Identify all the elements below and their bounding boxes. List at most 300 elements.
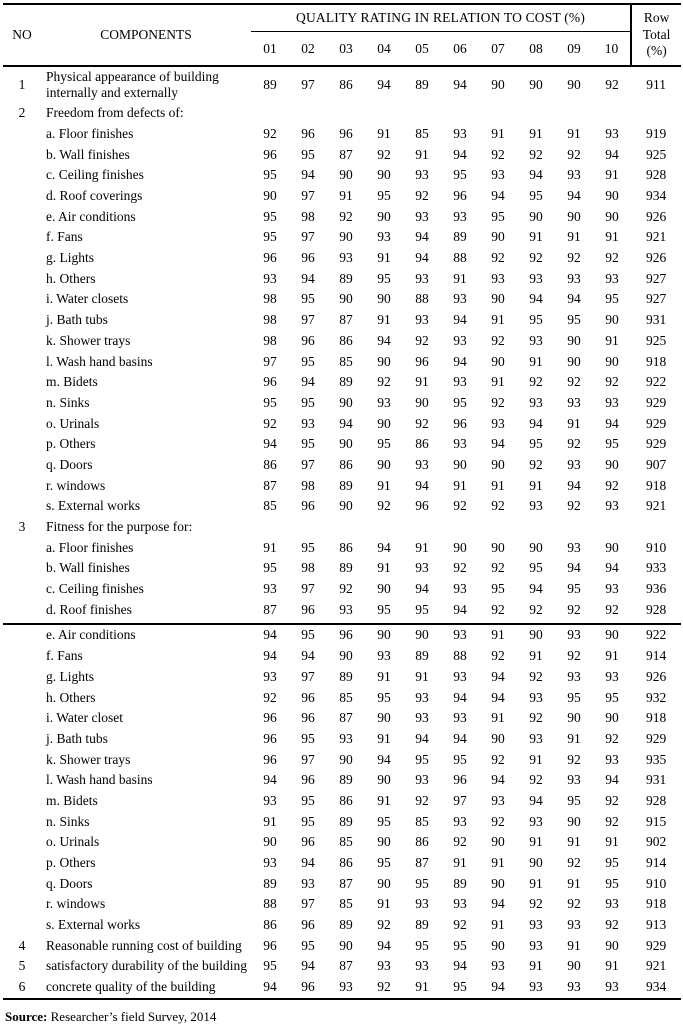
rating-value: 98 bbox=[263, 312, 277, 328]
rating-value: 89 bbox=[339, 374, 353, 390]
rating-value: 93 bbox=[301, 415, 315, 431]
rating-value: 90 bbox=[491, 229, 505, 245]
rating-value: 92 bbox=[567, 498, 581, 514]
rating-value: 91 bbox=[377, 125, 391, 141]
row-total-value: 931 bbox=[645, 772, 667, 788]
rating-value: 90 bbox=[453, 456, 467, 472]
rating-value: 90 bbox=[605, 353, 619, 369]
rating-value bbox=[441, 517, 479, 538]
rating-value: 94 bbox=[301, 648, 315, 664]
rating-value: 93 bbox=[377, 958, 391, 974]
rating-value: 94 bbox=[415, 229, 429, 245]
rating-value: 95 bbox=[377, 270, 391, 286]
rating-value: 90 bbox=[453, 539, 467, 555]
rating-value: 85 bbox=[339, 689, 353, 705]
rating-value: 94 bbox=[453, 312, 467, 328]
rating-value: 96 bbox=[453, 415, 467, 431]
component-row bbox=[3, 667, 681, 688]
rating-value: 92 bbox=[605, 792, 619, 808]
rating-value: 97 bbox=[301, 76, 315, 92]
source-note bbox=[5, 1009, 681, 1025]
rating-value: 96 bbox=[301, 772, 315, 788]
component-name: k. Shower trays bbox=[46, 751, 131, 767]
row-no bbox=[3, 455, 41, 476]
rating-value: 97 bbox=[301, 312, 315, 328]
rating-value: 96 bbox=[301, 710, 315, 726]
rating-value: 93 bbox=[529, 917, 543, 933]
col-header-row-total: Row Total (%) bbox=[631, 4, 681, 66]
rating-value: 94 bbox=[491, 436, 505, 452]
rating-value: 93 bbox=[605, 394, 619, 410]
rating-value: 93 bbox=[453, 374, 467, 390]
rating-value bbox=[517, 103, 555, 124]
row-no bbox=[3, 331, 41, 352]
rating-value: 88 bbox=[453, 648, 467, 664]
rating-value: 89 bbox=[415, 917, 429, 933]
row-no bbox=[3, 811, 41, 832]
rating-value: 85 bbox=[339, 834, 353, 850]
rating-value: 95 bbox=[301, 353, 315, 369]
rating-value: 90 bbox=[491, 291, 505, 307]
rating-value: 95 bbox=[301, 394, 315, 410]
rating-value: 95 bbox=[301, 146, 315, 162]
rating-value: 95 bbox=[567, 792, 581, 808]
rating-value: 93 bbox=[605, 979, 619, 995]
rating-value: 93 bbox=[453, 813, 467, 829]
rating-value: 95 bbox=[377, 689, 391, 705]
row-no bbox=[3, 687, 41, 708]
rating-value: 92 bbox=[605, 730, 619, 746]
rating-value: 95 bbox=[301, 291, 315, 307]
rating-value: 90 bbox=[263, 834, 277, 850]
rating-value: 90 bbox=[605, 627, 619, 643]
row-no bbox=[3, 646, 41, 667]
rating-value: 86 bbox=[263, 456, 277, 472]
row-no bbox=[3, 600, 41, 625]
row-no bbox=[3, 227, 41, 248]
rating-value: 92 bbox=[517, 600, 555, 625]
rating-value: 96 bbox=[301, 689, 315, 705]
row-no bbox=[3, 873, 41, 894]
rating-value: 90 bbox=[529, 627, 543, 643]
rating-value: 93 bbox=[491, 270, 505, 286]
component-name: r. windows bbox=[46, 896, 106, 912]
rating-value: 90 bbox=[377, 167, 391, 183]
row-total-value: 929 bbox=[645, 730, 667, 746]
rating-value: 97 bbox=[301, 188, 315, 203]
rating-value bbox=[403, 517, 441, 538]
component-name: o. Urinals bbox=[46, 415, 100, 431]
rating-value: 90 bbox=[605, 188, 619, 203]
component-name: m. Bidets bbox=[46, 792, 98, 808]
row-total-value bbox=[631, 517, 681, 538]
component-row bbox=[3, 165, 681, 186]
row-no bbox=[3, 708, 41, 729]
rating-value: 94 bbox=[301, 958, 315, 974]
rating-value: 96 bbox=[301, 125, 315, 141]
rating-value: 92 bbox=[529, 146, 543, 162]
rating-value: 94 bbox=[453, 146, 467, 162]
rating-value: 96 bbox=[415, 353, 429, 369]
rating-value: 90 bbox=[605, 456, 619, 472]
row-no bbox=[3, 372, 41, 393]
rating-value: 91 bbox=[377, 560, 391, 576]
rating-value: 93 bbox=[453, 436, 467, 452]
component-name: n. Sinks bbox=[46, 394, 90, 410]
col-header-no: NO bbox=[3, 4, 41, 66]
rating-value: 90 bbox=[567, 208, 581, 224]
rating-value: 85 bbox=[339, 896, 353, 912]
rating-value: 92 bbox=[377, 374, 391, 390]
rating-value: 94 bbox=[567, 560, 581, 576]
component-row bbox=[3, 811, 681, 832]
row-no bbox=[3, 289, 41, 310]
row-no bbox=[3, 310, 41, 331]
rating-value: 86 bbox=[415, 834, 429, 850]
rating-value: 93 bbox=[529, 270, 543, 286]
rating-value: 94 bbox=[605, 772, 619, 788]
component-name: m. Bidets bbox=[46, 374, 98, 390]
rating-value bbox=[365, 103, 403, 124]
row-no bbox=[3, 206, 41, 227]
component-name: q. Doors bbox=[46, 875, 93, 891]
rating-value: 93 bbox=[377, 394, 391, 410]
row-no bbox=[3, 667, 41, 688]
rating-value: 92 bbox=[339, 208, 353, 224]
rating-value: 93 bbox=[605, 896, 619, 912]
rating-value: 92 bbox=[605, 477, 619, 493]
row-no: 1 bbox=[18, 76, 26, 92]
component-name: i. Water closets bbox=[46, 291, 129, 307]
rating-value: 93 bbox=[567, 167, 581, 183]
component-name: k. Shower trays bbox=[46, 332, 131, 348]
row-total-value: 932 bbox=[645, 689, 667, 705]
row-no bbox=[3, 770, 41, 791]
component-row bbox=[3, 646, 681, 667]
rating-value: 90 bbox=[491, 76, 505, 92]
rating-value: 91 bbox=[605, 229, 619, 245]
rating-value: 91 bbox=[263, 813, 277, 829]
rating-value: 96 bbox=[301, 834, 315, 850]
rating-value: 95 bbox=[377, 188, 391, 203]
rating-value: 93 bbox=[301, 875, 315, 891]
row-no bbox=[3, 791, 41, 812]
rating-value: 95 bbox=[453, 979, 467, 995]
rating-value: 89 bbox=[263, 875, 277, 891]
rating-value: 91 bbox=[453, 855, 467, 870]
rating-value: 92 bbox=[567, 374, 581, 390]
rating-value: 90 bbox=[605, 937, 619, 953]
rating-value bbox=[289, 103, 327, 124]
component-row bbox=[3, 687, 681, 708]
rating-value: 93 bbox=[327, 600, 365, 625]
rating-value: 93 bbox=[567, 917, 581, 933]
rating-value: 93 bbox=[529, 937, 543, 953]
col-header-quality-rating: QUALITY RATING IN RELATION TO COST (%) bbox=[251, 4, 631, 32]
rating-value: 92 bbox=[491, 394, 505, 410]
rating-value: 90 bbox=[263, 188, 277, 203]
rating-value: 94 bbox=[491, 772, 505, 788]
rating-value: 93 bbox=[453, 125, 467, 141]
rating-value: 92 bbox=[555, 600, 593, 625]
rating-value: 92 bbox=[415, 188, 429, 203]
rating-value: 87 bbox=[339, 875, 353, 891]
rating-value: 92 bbox=[491, 813, 505, 829]
component-row bbox=[3, 144, 681, 165]
rating-value: 94 bbox=[491, 896, 505, 912]
rating-value: 91 bbox=[377, 730, 391, 746]
component-name: Fitness for the purpose for: bbox=[46, 519, 193, 534]
rating-value: 89 bbox=[339, 917, 353, 933]
component-name: f. Fans bbox=[46, 648, 83, 664]
rating-value: 92 bbox=[491, 498, 505, 514]
rating-value: 92 bbox=[529, 456, 543, 472]
rating-value: 88 bbox=[263, 896, 277, 912]
rating-value: 98 bbox=[301, 477, 315, 493]
rating-value: 97 bbox=[301, 896, 315, 912]
row-total-value: 902 bbox=[645, 834, 667, 850]
component-row bbox=[3, 496, 681, 517]
rating-value: 93 bbox=[339, 730, 353, 746]
rating-value: 90 bbox=[377, 710, 391, 726]
rating-value: 90 bbox=[339, 394, 353, 410]
rating-value: 95 bbox=[263, 560, 277, 576]
rating-value: 96 bbox=[339, 125, 353, 141]
rating-value: 93 bbox=[453, 896, 467, 912]
component-row bbox=[3, 537, 681, 558]
rating-value: 97 bbox=[453, 792, 467, 808]
rating-value: 93 bbox=[453, 581, 467, 597]
rating-value: 93 bbox=[567, 668, 581, 684]
component-row bbox=[3, 434, 681, 455]
rating-value: 91 bbox=[529, 648, 543, 664]
rating-value: 93 bbox=[339, 250, 353, 266]
rating-value: 94 bbox=[529, 415, 543, 431]
rating-value: 95 bbox=[605, 291, 619, 307]
row-total-value: 921 bbox=[645, 229, 667, 245]
component-row bbox=[3, 372, 681, 393]
component-row bbox=[3, 310, 681, 331]
rating-value: 95 bbox=[605, 875, 619, 891]
rating-value: 91 bbox=[415, 146, 429, 162]
rating-value: 85 bbox=[415, 813, 429, 829]
rating-value: 85 bbox=[263, 498, 277, 514]
rating-value: 92 bbox=[377, 498, 391, 514]
row-total-value bbox=[631, 103, 681, 124]
rating-value: 94 bbox=[415, 730, 429, 746]
rating-value: 91 bbox=[567, 229, 581, 245]
rating-value: 93 bbox=[415, 772, 429, 788]
component-row bbox=[3, 894, 681, 915]
row-total-value: 918 bbox=[645, 896, 667, 912]
row-total-value: 918 bbox=[645, 477, 667, 493]
rating-value: 92 bbox=[377, 917, 391, 933]
section-row bbox=[3, 103, 681, 124]
rating-value: 93 bbox=[415, 312, 429, 328]
rating-value: 88 bbox=[453, 250, 467, 266]
rating-value: 93 bbox=[415, 710, 429, 726]
rating-value: 92 bbox=[529, 374, 543, 390]
row-total-value: 926 bbox=[645, 668, 667, 684]
rating-value: 93 bbox=[453, 627, 467, 643]
row-total-value: 934 bbox=[645, 979, 667, 995]
row-total-value: 919 bbox=[645, 125, 667, 141]
rating-value: 94 bbox=[453, 958, 467, 974]
row-no: 6 bbox=[18, 979, 26, 995]
rating-value: 93 bbox=[415, 958, 429, 974]
component-row bbox=[3, 579, 681, 600]
rating-value: 90 bbox=[339, 498, 353, 514]
rating-value: 93 bbox=[605, 270, 619, 286]
row-no bbox=[3, 434, 41, 455]
rating-value bbox=[327, 517, 365, 538]
rating-value bbox=[593, 103, 631, 124]
rating-value: 93 bbox=[529, 813, 543, 829]
rating-value: 91 bbox=[377, 477, 391, 493]
rating-value: 94 bbox=[529, 291, 543, 307]
row-no: 2 bbox=[18, 105, 26, 121]
rating-value: 96 bbox=[263, 937, 277, 953]
rating-value: 95 bbox=[301, 792, 315, 808]
rating-value: 94 bbox=[415, 581, 429, 597]
rating-value: 94 bbox=[491, 979, 505, 995]
rating-value: 91 bbox=[605, 834, 619, 850]
rating-value: 91 bbox=[377, 250, 391, 266]
rating-value: 91 bbox=[491, 312, 505, 328]
rating-value: 96 bbox=[263, 751, 277, 767]
component-row bbox=[3, 455, 681, 476]
rating-value: 96 bbox=[301, 917, 315, 933]
rating-value: 91 bbox=[529, 353, 543, 369]
component-row bbox=[3, 915, 681, 936]
row-no bbox=[3, 124, 41, 145]
rating-value: 93 bbox=[567, 394, 581, 410]
rating-value: 91 bbox=[491, 125, 505, 141]
rating-value: 94 bbox=[301, 374, 315, 390]
row-total-value: 934 bbox=[645, 188, 667, 203]
rating-value: 92 bbox=[377, 979, 391, 995]
rating-value: 91 bbox=[415, 539, 429, 555]
rating-value: 92 bbox=[453, 834, 467, 850]
rating-value: 96 bbox=[301, 250, 315, 266]
rating-value: 90 bbox=[339, 167, 353, 183]
rating-value: 90 bbox=[339, 751, 353, 767]
table-header-row bbox=[3, 4, 681, 32]
row-total-value: 933 bbox=[645, 560, 667, 576]
rating-value: 91 bbox=[377, 792, 391, 808]
rating-value: 91 bbox=[529, 834, 543, 850]
component-name: b. Wall finishes bbox=[46, 146, 130, 162]
rating-value: 90 bbox=[339, 937, 353, 953]
col-header-09: 09 bbox=[555, 32, 593, 67]
rating-value: 90 bbox=[339, 648, 353, 664]
component-row bbox=[3, 289, 681, 310]
rating-value: 92 bbox=[491, 146, 505, 162]
row-total-value: 928 bbox=[631, 600, 681, 625]
rating-value: 93 bbox=[567, 270, 581, 286]
rating-value: 90 bbox=[339, 229, 353, 245]
rating-value: 94 bbox=[415, 477, 429, 493]
rating-value: 94 bbox=[301, 167, 315, 183]
rating-value: 90 bbox=[491, 875, 505, 891]
component-row bbox=[3, 413, 681, 434]
component-name: e. Air conditions bbox=[46, 208, 136, 224]
row-total-value: 915 bbox=[645, 813, 667, 829]
rating-value: 96 bbox=[263, 710, 277, 726]
rating-value: 94 bbox=[301, 270, 315, 286]
rating-value: 94 bbox=[377, 76, 391, 92]
component-name: d. Roof coverings bbox=[46, 188, 143, 203]
rating-value: 95 bbox=[263, 229, 277, 245]
component-name: Freedom from defects of: bbox=[46, 105, 184, 121]
row-total-value: 929 bbox=[645, 415, 667, 431]
rating-value: 95 bbox=[403, 600, 441, 625]
row-no bbox=[3, 496, 41, 517]
row-no bbox=[3, 144, 41, 165]
component-name: j. Bath tubs bbox=[46, 312, 108, 328]
rating-value: 92 bbox=[529, 668, 543, 684]
rating-value: 95 bbox=[365, 600, 403, 625]
rating-value: 95 bbox=[377, 813, 391, 829]
rating-value: 90 bbox=[605, 312, 619, 328]
rating-value: 91 bbox=[491, 627, 505, 643]
rating-value: 92 bbox=[529, 710, 543, 726]
component-name: Physical appearance of building internally and externally bbox=[46, 68, 219, 100]
rating-value: 92 bbox=[567, 648, 581, 664]
component-name: l. Wash hand basins bbox=[46, 353, 153, 369]
rating-value: 95 bbox=[415, 751, 429, 767]
component-row bbox=[3, 393, 681, 414]
rating-value: 89 bbox=[453, 875, 467, 891]
rating-value: 89 bbox=[453, 229, 467, 245]
rating-value: 93 bbox=[567, 979, 581, 995]
row-total-value: 929 bbox=[645, 937, 667, 953]
component-row bbox=[3, 708, 681, 729]
col-header-07: 07 bbox=[479, 32, 517, 67]
rating-value: 91 bbox=[415, 979, 429, 995]
rating-value: 92 bbox=[567, 436, 581, 452]
rating-value: 93 bbox=[491, 958, 505, 974]
rating-value: 94 bbox=[529, 792, 543, 808]
rating-value: 92 bbox=[567, 855, 581, 870]
rating-value: 95 bbox=[301, 436, 315, 452]
rating-value: 94 bbox=[377, 937, 391, 953]
rating-value: 89 bbox=[339, 270, 353, 286]
col-header-05: 05 bbox=[403, 32, 441, 67]
rating-value: 91 bbox=[377, 896, 391, 912]
rating-value: 91 bbox=[605, 648, 619, 664]
rating-value: 97 bbox=[263, 353, 277, 369]
rating-value: 89 bbox=[339, 560, 353, 576]
rating-value: 86 bbox=[339, 456, 353, 472]
rating-value: 91 bbox=[529, 229, 543, 245]
rating-value bbox=[327, 103, 365, 124]
rating-value: 94 bbox=[491, 689, 505, 705]
rating-value: 98 bbox=[263, 332, 277, 348]
row-no bbox=[3, 186, 41, 207]
row-no bbox=[3, 413, 41, 434]
component-row bbox=[3, 936, 681, 957]
rating-value: 95 bbox=[301, 730, 315, 746]
component-name: concrete quality of the building bbox=[46, 979, 216, 995]
rating-value: 90 bbox=[377, 581, 391, 597]
rating-value: 91 bbox=[377, 668, 391, 684]
component-name: satisfactory durability of the building bbox=[46, 958, 247, 974]
rating-value: 94 bbox=[529, 581, 543, 597]
rating-value: 91 bbox=[567, 834, 581, 850]
rating-value: 90 bbox=[377, 291, 391, 307]
rating-value: 93 bbox=[605, 751, 619, 767]
